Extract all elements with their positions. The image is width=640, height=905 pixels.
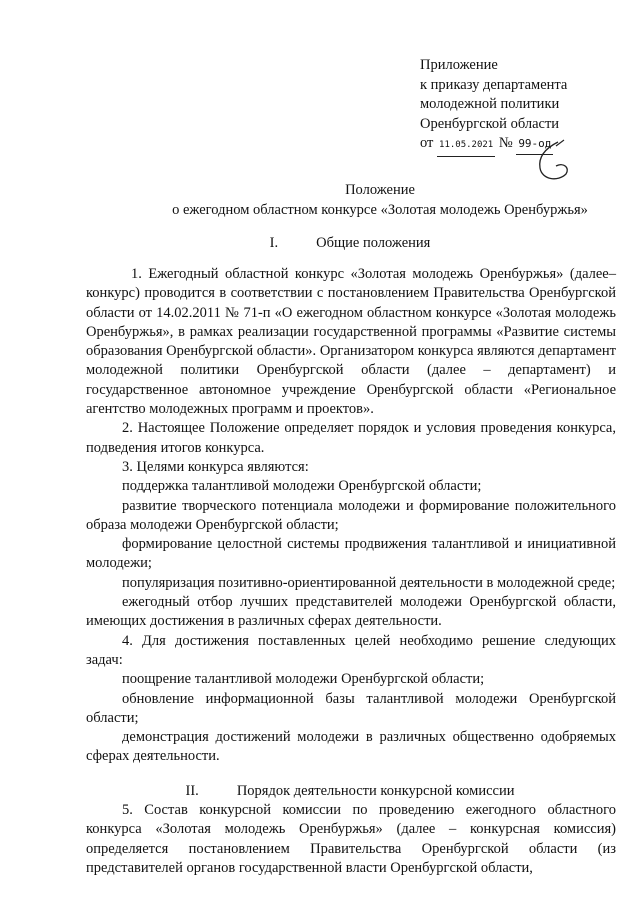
- handwritten-number: 99-од: [516, 134, 553, 155]
- number-sign: №: [498, 135, 513, 151]
- paragraph-1: 1. Ежегодный областной конкурс «Золотая молодежь Оренбуржья» (далее–конкурс) проводится в соответствии с постановлением Правительства Оренбургской области от 14.02.2011 № 71-п «О ежегодном областном конкурсе «Золотая молодежь Оренбуржья», в рамках реализации государственной программы «Развитие системы образования Оренбургской области». Организатором конкурса являются департамент молодежной политики Оренбургской области (далее – департамент) и государственное автономное учреждение Оренбургской области «Региональное агентство молодежных программ и проектов».: [86, 266, 616, 418]
- goal-item-1: поддержка талантливой молодежи Оренбургской области;: [122, 478, 482, 495]
- goal-item-5: ежегодный отбор лучших представителей молодежи Оренбургской области, имеющих достижения в различных сферах деятельности.: [86, 594, 616, 630]
- section-1-heading: [0, 233, 640, 253]
- paragraph-4: 4. Для достижения поставленных целей необходимо решение следующих задач:: [86, 632, 616, 668]
- section-1-number: I.: [269, 235, 279, 251]
- handwritten-date: 11.05.2021: [437, 136, 495, 157]
- paragraph-3: 3. Целями конкурса являются:: [122, 458, 309, 475]
- section-2-heading: [0, 781, 640, 801]
- paragraph-2: 2. Настоящее Положение определяет порядок и условия проведения конкурса, подведения итогов конкурса.: [86, 420, 616, 456]
- goal-item-4: популяризация позитивно-ориентированной деятельности в молодежной среде;: [122, 574, 616, 591]
- section-2-number: II.: [185, 783, 199, 799]
- appendix-line-4: Оренбургской области: [420, 115, 560, 132]
- section-1-title: Общие положения: [316, 235, 431, 251]
- task-item-3: демонстрация достижений молодежи в различных общественно одобряемых сферах деятельности.: [86, 729, 616, 765]
- title-line-1: Положение: [345, 182, 415, 198]
- appendix-line-3: молодежной политики: [420, 96, 560, 112]
- goal-item-3: формирование целостной системы продвижения талантливой и инициативной молодежи;: [86, 536, 616, 572]
- goal-item-2: развитие творческого потенциала молодежи и формирование положительного образа молодежи Оренбургской области;: [86, 497, 616, 533]
- date-prefix: от: [420, 135, 434, 151]
- paragraph-5: 5. Состав конкурсной комиссии по проведению ежегодного областного конкурса «Золотая молодежь Оренбуржья» (далее – конкурсная комиссия) определяется постановлением Правительства Оренбургской области (из представителей органов государственной власти Оренбургской области,: [86, 802, 616, 876]
- section-1-body: [86, 265, 616, 767]
- section-2-title: Порядок деятельности конкурсной комиссии: [236, 783, 515, 799]
- appendix-line-1: Приложение: [420, 57, 498, 73]
- title-line-2: о ежегодном областном конкурсе «Золотая молодежь Оренбуржья»: [172, 202, 588, 218]
- task-item-2: обновление информационной базы талантливой молодежи Оренбургской области;: [86, 690, 616, 726]
- task-item-1: поощрение талантливой молодежи Оренбургской области;: [122, 671, 485, 688]
- appendix-line-2: к приказу департамента: [420, 76, 568, 93]
- section-2-body: [86, 801, 616, 878]
- document-title: [0, 180, 640, 220]
